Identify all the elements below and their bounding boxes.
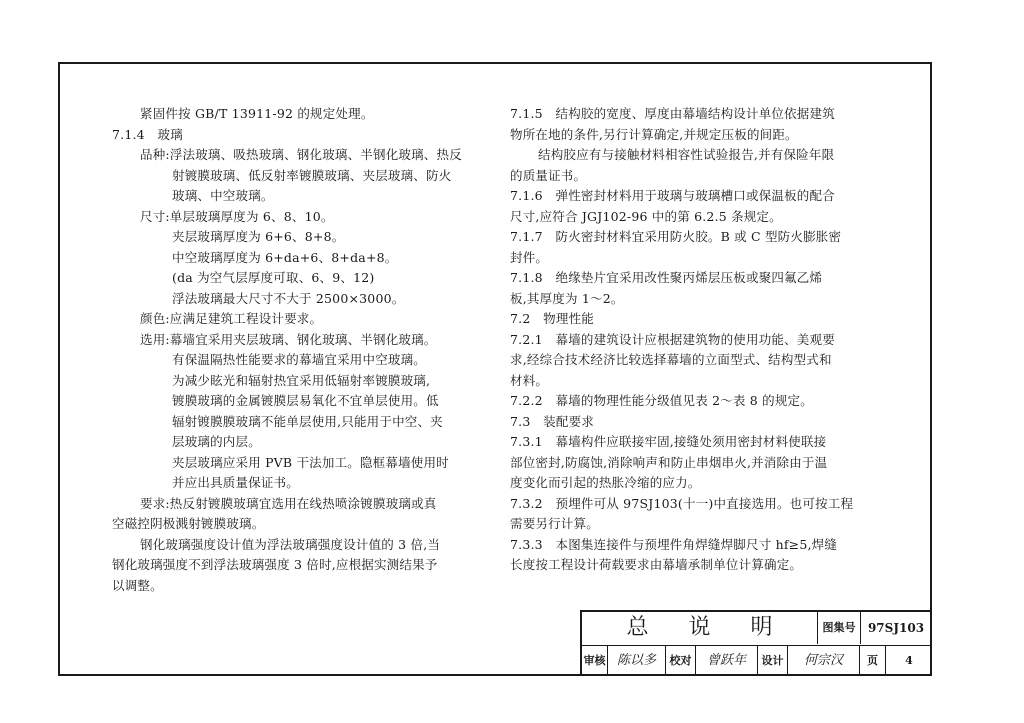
text-line: 中空玻璃厚度为 6+da+6、8+da+8。 (172, 249, 398, 265)
text-line: 辐射镀膜膜玻璃不能单层使用,只能用于中空、夹 (172, 413, 443, 429)
design-label: 设计 (758, 646, 788, 676)
text-line: 7.1.5 结构胶的宽度、厚度由幕墙结构设计单位依据建筑 (510, 106, 835, 121)
text-line: 材料。 (510, 372, 549, 388)
design-signature: 何宗汉 (788, 646, 860, 676)
atlas-number-value: 97SJ103 (867, 621, 925, 635)
text-line: 层玻璃的内层。 (172, 434, 261, 449)
text-line: 部位密封,防腐蚀,消除响声和防止串烟串火,并消除由于温 (510, 454, 828, 470)
page-number: 4 (905, 654, 913, 667)
text-line: 7.1.8 绝缘垫片宜采用改性聚丙烯层压板或聚四氟乙烯 (510, 270, 823, 285)
text-line: 空磁控阴极溅射镀膜玻璃。 (112, 516, 265, 531)
text-line: 选用:幕墙宜采用夹层玻璃、钢化玻璃、半钢化玻璃。 (140, 331, 437, 347)
text-line: 长度按工程设计荷载要求由幕墙承制单位计算确定。 (510, 557, 803, 572)
text-line: 7.3.2 预埋件可从 97SJ103(十一)中直接选用。也可按工程 (510, 495, 854, 511)
check-label: 校对 (666, 646, 696, 676)
text-line: 紧固件按 GB/T 13911-92 的规定处理。 (140, 106, 374, 121)
text-line: 的质量证书。 (510, 167, 587, 183)
text-line: 7.3.1 幕墙构件应联接牢固,接缝处须用密封材料使联接 (510, 434, 827, 449)
text-line: 板,其厚度为 1～2。 (510, 290, 624, 306)
text-line: 要求:热反射镀膜玻璃宜选用在线热喷涂镀膜玻璃或真 (140, 495, 437, 511)
title-block (580, 610, 932, 676)
text-line: 钢化玻璃强度不到浮法玻璃强度 3 倍时,应根据实测结果予 (112, 557, 438, 572)
text-line: 7.2 物理性能 (510, 311, 594, 326)
text-line: 射镀膜玻璃、低反射率镀膜玻璃、夹层玻璃、防火 (172, 167, 452, 183)
review-signature: 陈以多 (608, 646, 666, 676)
text-line: 夹层玻璃厚度为 6+6、8+8。 (172, 229, 345, 244)
text-line: 物所在地的条件,另行计算确定,并规定压板的间距。 (510, 126, 798, 142)
text-line: 夹层玻璃应采用 PVB 干法加工。隐框幕墙使用时 (172, 454, 449, 470)
text-line: 7.2.1 幕墙的建筑设计应根据建筑物的使用功能、美观要 (510, 331, 835, 347)
text-line: 7.3.3 本图集连接件与预埋件角焊缝焊脚尺寸 hf≥5,焊缝 (510, 536, 838, 552)
text-line: 颜色:应满足建筑工程设计要求。 (140, 311, 323, 326)
text-line: 尺寸:单层玻璃厚度为 6、8、10。 (140, 208, 334, 224)
text-line: 品种:浮法玻璃、吸热玻璃、钢化玻璃、半钢化玻璃、热反 (140, 147, 462, 162)
text-line: 镀膜玻璃的金属镀膜层易氧化不宜单层使用。低 (172, 393, 439, 408)
left-text-column (112, 104, 482, 596)
text-line: 7.1.7 防火密封材料宜采用防火胶。B 或 C 型防火膨胀密 (510, 229, 842, 244)
text-line: 为减少眩光和辐射热宜采用低辐射率镀膜玻璃, (172, 372, 431, 388)
right-text-column (510, 104, 880, 576)
text-line: 7.3 装配要求 (510, 413, 594, 429)
text-line: 结构胶应有与接触材料相容性试验报告,并有保险年限 (538, 147, 835, 162)
text-line: 求,经综合技术经济比较选择幕墙的立面型式、结构型式和 (510, 352, 832, 367)
text-line: 需要另行计算。 (510, 516, 599, 531)
text-line: 尺寸,应符合 JGJ102-96 中的第 6.2.5 条规定。 (510, 208, 782, 224)
text-line: 7.2.2 幕墙的物理性能分级值见表 2～表 8 的规定。 (510, 393, 813, 408)
text-line: 有保温隔热性能要求的幕墙宜采用中空玻璃。 (172, 352, 427, 367)
text-line: 玻璃、中空玻璃。 (172, 188, 274, 203)
atlas-number-label: 图集号 (818, 612, 861, 644)
text-line: (da 为空气层厚度可取、6、9、12) (172, 270, 375, 285)
text-line: 度变化而引起的热胀冷缩的应力。 (510, 475, 701, 490)
text-line: 浮法玻璃最大尺寸不大于 2500×3000。 (172, 290, 405, 306)
page-label: 页 (860, 646, 886, 676)
text-line: 钢化玻璃强度设计值为浮法玻璃强度设计值的 3 倍,当 (140, 536, 441, 552)
text-line: 7.1.6 弹性密封材料用于玻璃与玻璃槽口或保温板的配合 (510, 188, 835, 203)
check-signature: 曾跃年 (696, 646, 758, 676)
text-line: 以调整。 (112, 577, 163, 593)
drawing-title: 总说明 (582, 612, 818, 644)
text-line: 7.1.4 玻璃 (112, 126, 183, 142)
review-label: 审核 (582, 646, 608, 676)
text-line: 封件。 (510, 249, 549, 265)
text-line: 并应出具质量保证书。 (172, 475, 300, 490)
